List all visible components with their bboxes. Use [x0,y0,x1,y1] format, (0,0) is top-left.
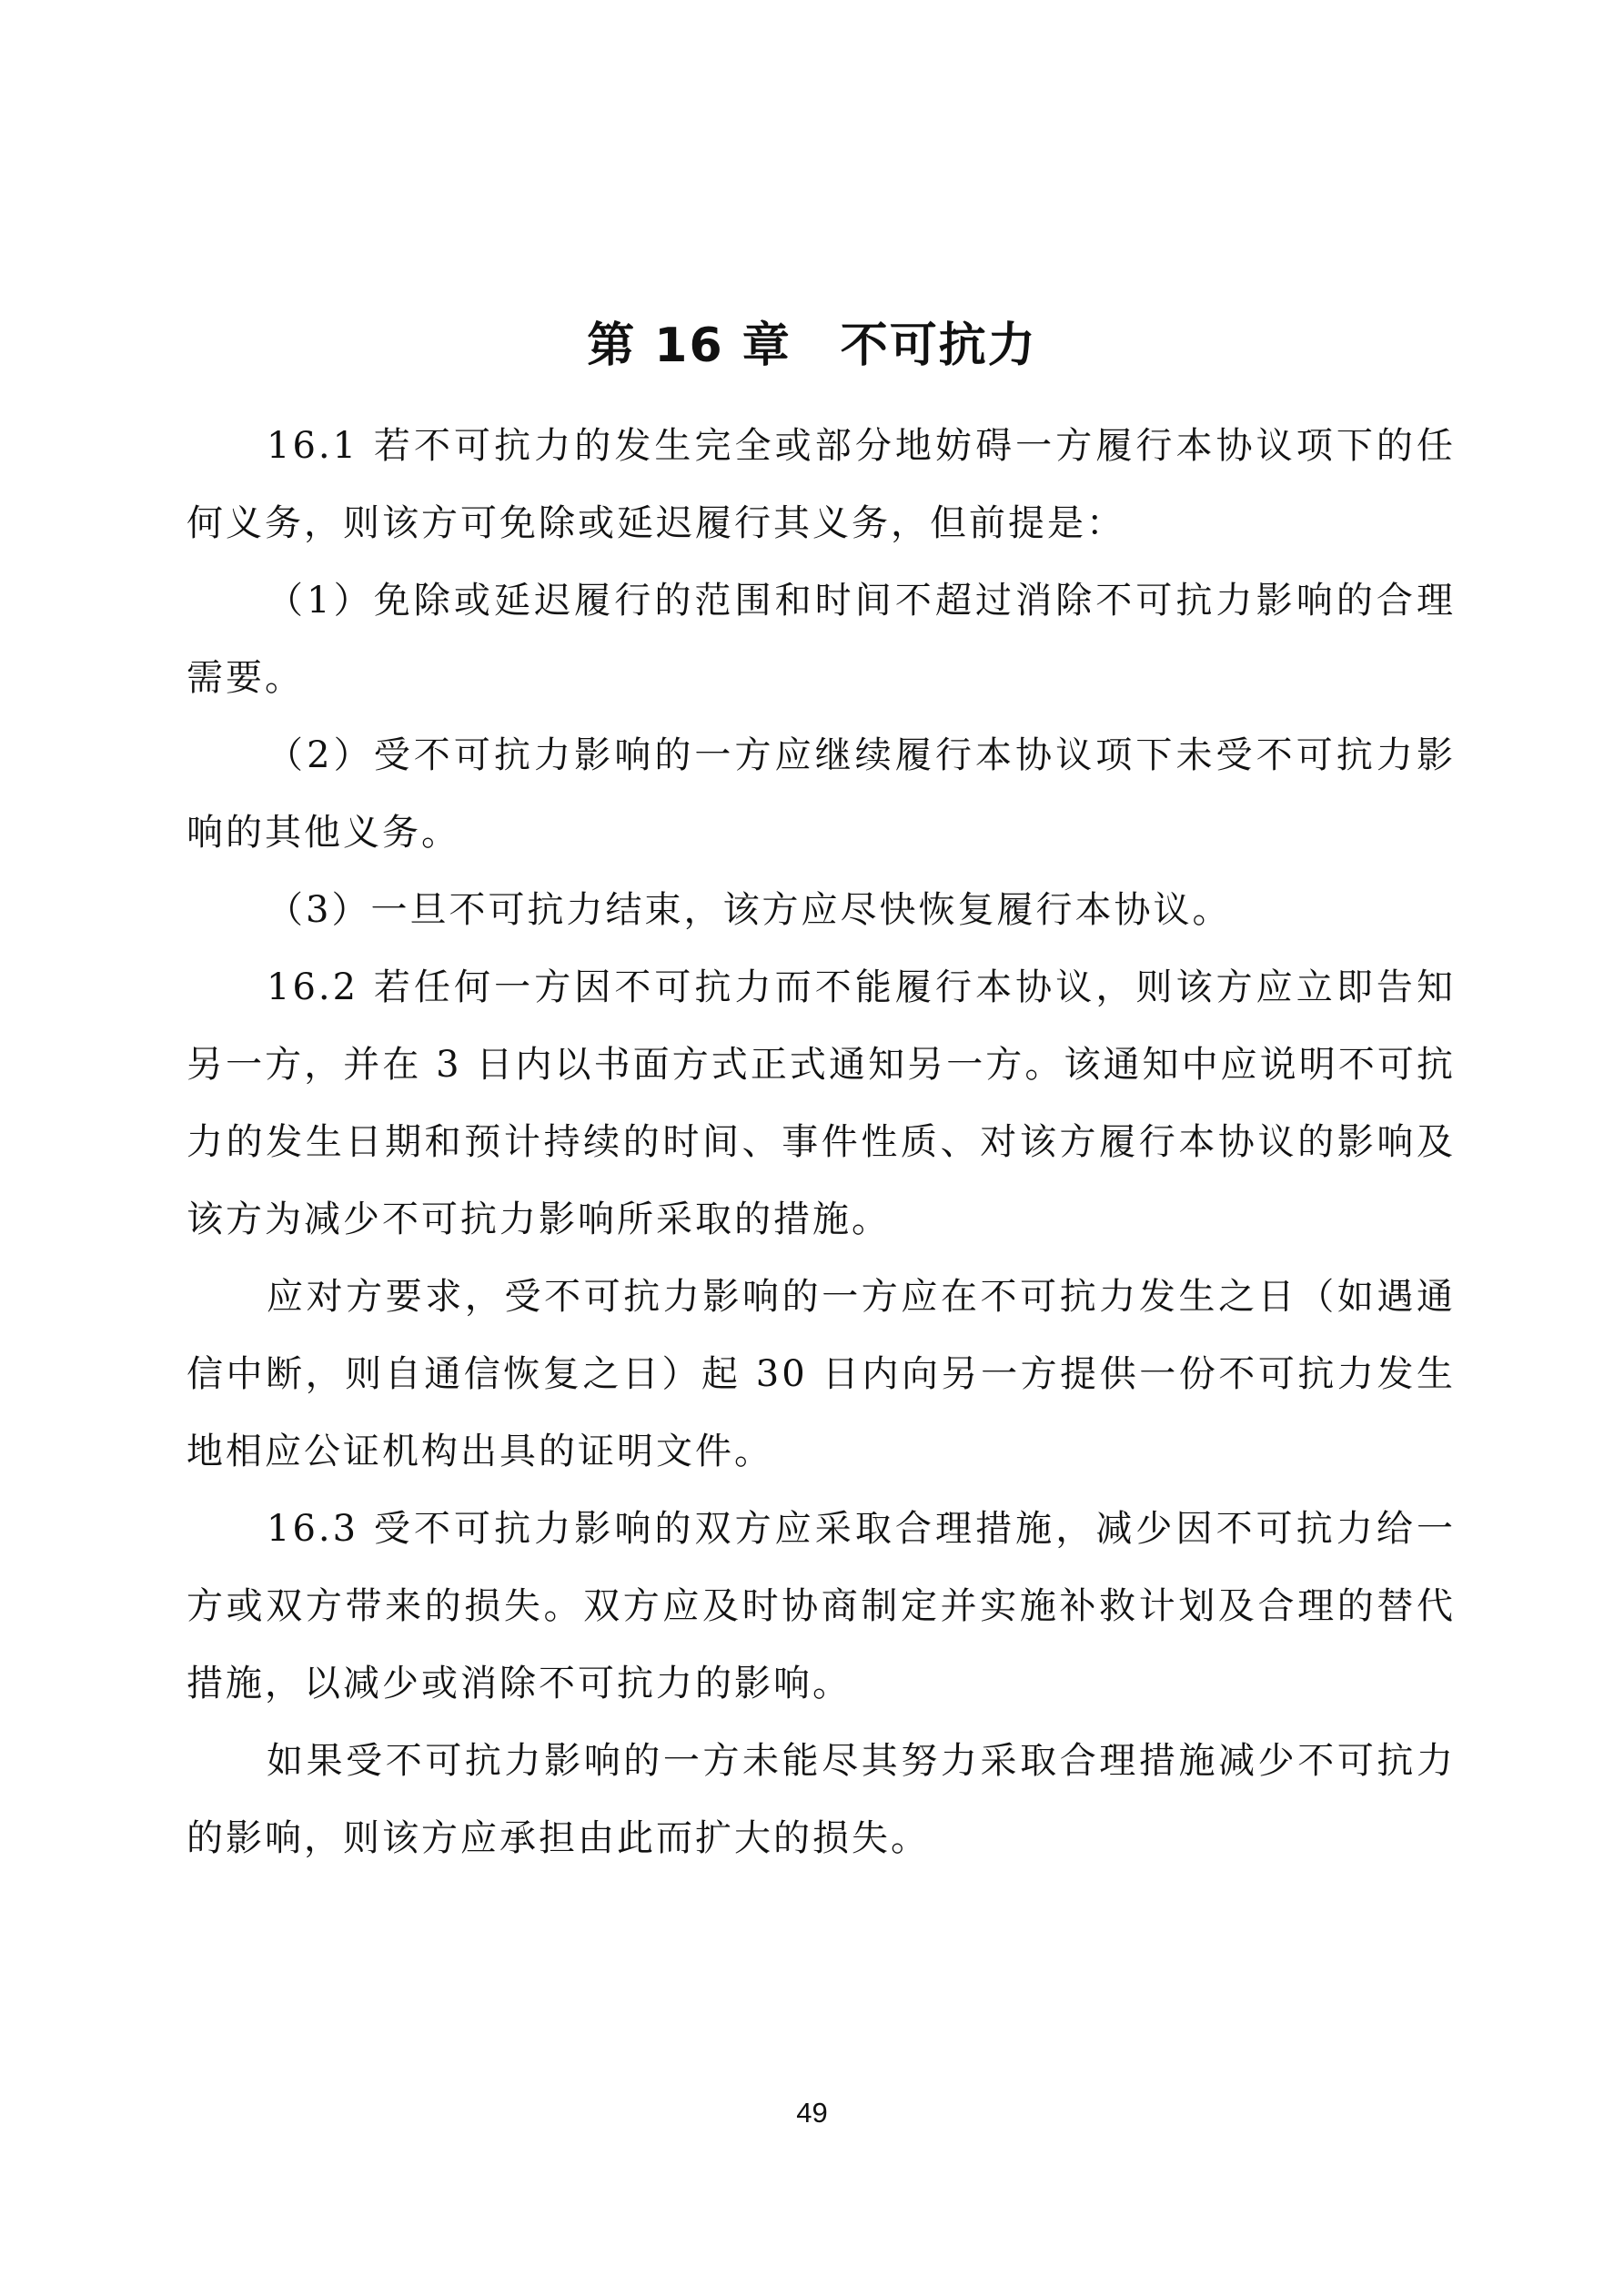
paragraph-item-2: （2）受不可抗力影响的一方应继续履行本协议项下未受不可抗力影响的其他义务。 [187,734,1456,854]
paragraph-item-1: （1）免除或延迟履行的范围和时间不超过消除不可抗力影响的合理需要。 [187,580,1456,699]
page-number: 49 [796,2097,828,2129]
paragraph-16-2-evidence: 应对方要求，受不可抗力影响的一方应在不可抗力发生之日（如遇通信中断，则自通信恢复之日）起 30 日内向另一方提供一份不可抗力发生地相应公证机构出具的证明文件。 [187,1276,1456,1472]
paragraph-item-3: （3）一旦不可抗力结束，该方应尽快恢复履行本协议。 [267,889,1232,931]
chapter-title: 第 16 章 不可抗力 [587,318,1037,373]
paragraph-16-3-liability: 如果受不可抗力影响的一方未能尽其努力采取合理措施减少不可抗力的影响，则该方应承担由此而扩大的损失。 [187,1740,1456,1859]
document-body [187,408,1456,1877]
paragraph-16-3: 16.3 受不可抗力影响的双方应采取合理措施，减少因不可抗力给一方或双方带来的损失。双方应及时协商制定并实施补救计划及合理的替代措施，以减少或消除不可抗力的影响。 [187,1508,1456,1704]
paragraph-16-1: 16.1 若不可抗力的发生完全或部分地妨碍一方履行本协议项下的任何义务，则该方可免除或延迟履行其义务，但前提是： [187,425,1456,544]
paragraph-16-2: 16.2 若任何一方因不可抗力而不能履行本协议，则该方应立即告知另一方，并在 3 日内以书面方式正式通知另一方。该通知中应说明不可抗力的发生日期和预计持续的时间、事件性质、对该方履行本协议的影响及该方为减少不可抗力影响所采取的措施。 [187,966,1456,1240]
